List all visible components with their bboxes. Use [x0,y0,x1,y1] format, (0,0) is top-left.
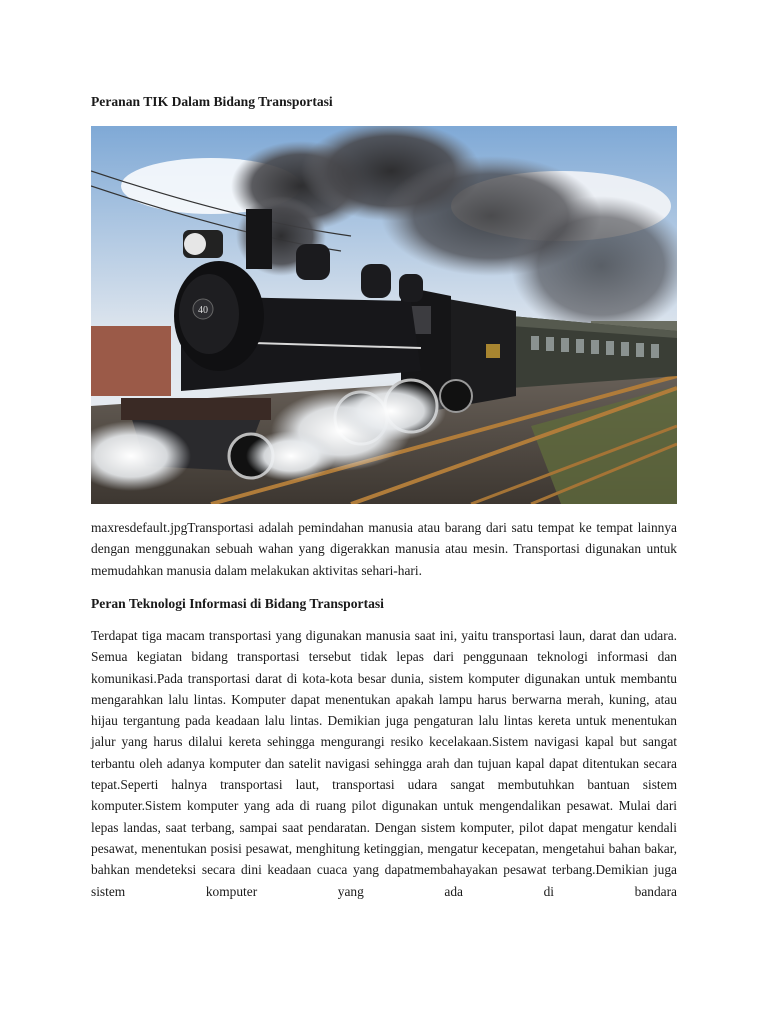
intro-paragraph: maxresdefault.jpgTransportasi adalah pemindahan manusia atau barang dari satu tempat ke tempat lainnya dengan menggunakan sebuah wahan yang digerakkan manusia atau mesin. Transportasi digunakan untuk memudahkan manusia dalam melakukan aktivitas sehari-hari. [91,520,677,578]
body-paragraph: Terdapat tiga macam transportasi yang digunakan manusia saat ini, yaitu transportasi laun, darat dan udara. Semua kegiatan bidang transportasi tersebut tidak lepas dari penggunaan teknologi informasi dan komunikasi.Pada transportasi darat di kota-kota besar dunia, sistem komputer digunakan untuk membantu mengarahkan lalu lintas. Komputer dapat menentukan apakah lampu harus berwarna merah, kuning, atau hijau tergantung pada keadaan lalu lintas. Demikian juga pengaturan lalu lintas kereta untuk menentukan jalur yang harus dilalui kereta sehingga mengurangi resiko kecelakaan.Sistem navigasi kapal but sangat terbantu oleh adanya komputer dan satelit navigasi sehingga arah dan tujuan kapal dapat ditentukan secara tepat.Seperti halnya transportasi laut, transportasi udara sangat membutuhkan bantuan sistem komputer.Sistem komputer yang ada di ruang pilot digunakan untuk mengendalikan pesawat. Mulai dari lepas landas, saat terbang, sampai saat pendaratan. Dengan sistem komputer, pilot dapat mengatur kendali pesawat, menentukan posisi pesawat, menghitung ketinggian, mengatur kecepatan, mengetahui bahan bakar, bahkan mendeteksi secara dini keadaan cuaca yang dapatmembahayakan pesawat terbang.Demikian juga sistem komputer yang ada di bandara [91,628,677,899]
locomotive-number-plate: 40 [198,305,208,316]
steam-locomotive-photo [91,126,677,504]
document-title: Peranan TIK Dalam Bidang Transportasi [91,94,333,109]
section-heading: Peran Teknologi Informasi di Bidang Transportasi [91,596,384,611]
steam-locomotive-illustration [91,126,677,504]
